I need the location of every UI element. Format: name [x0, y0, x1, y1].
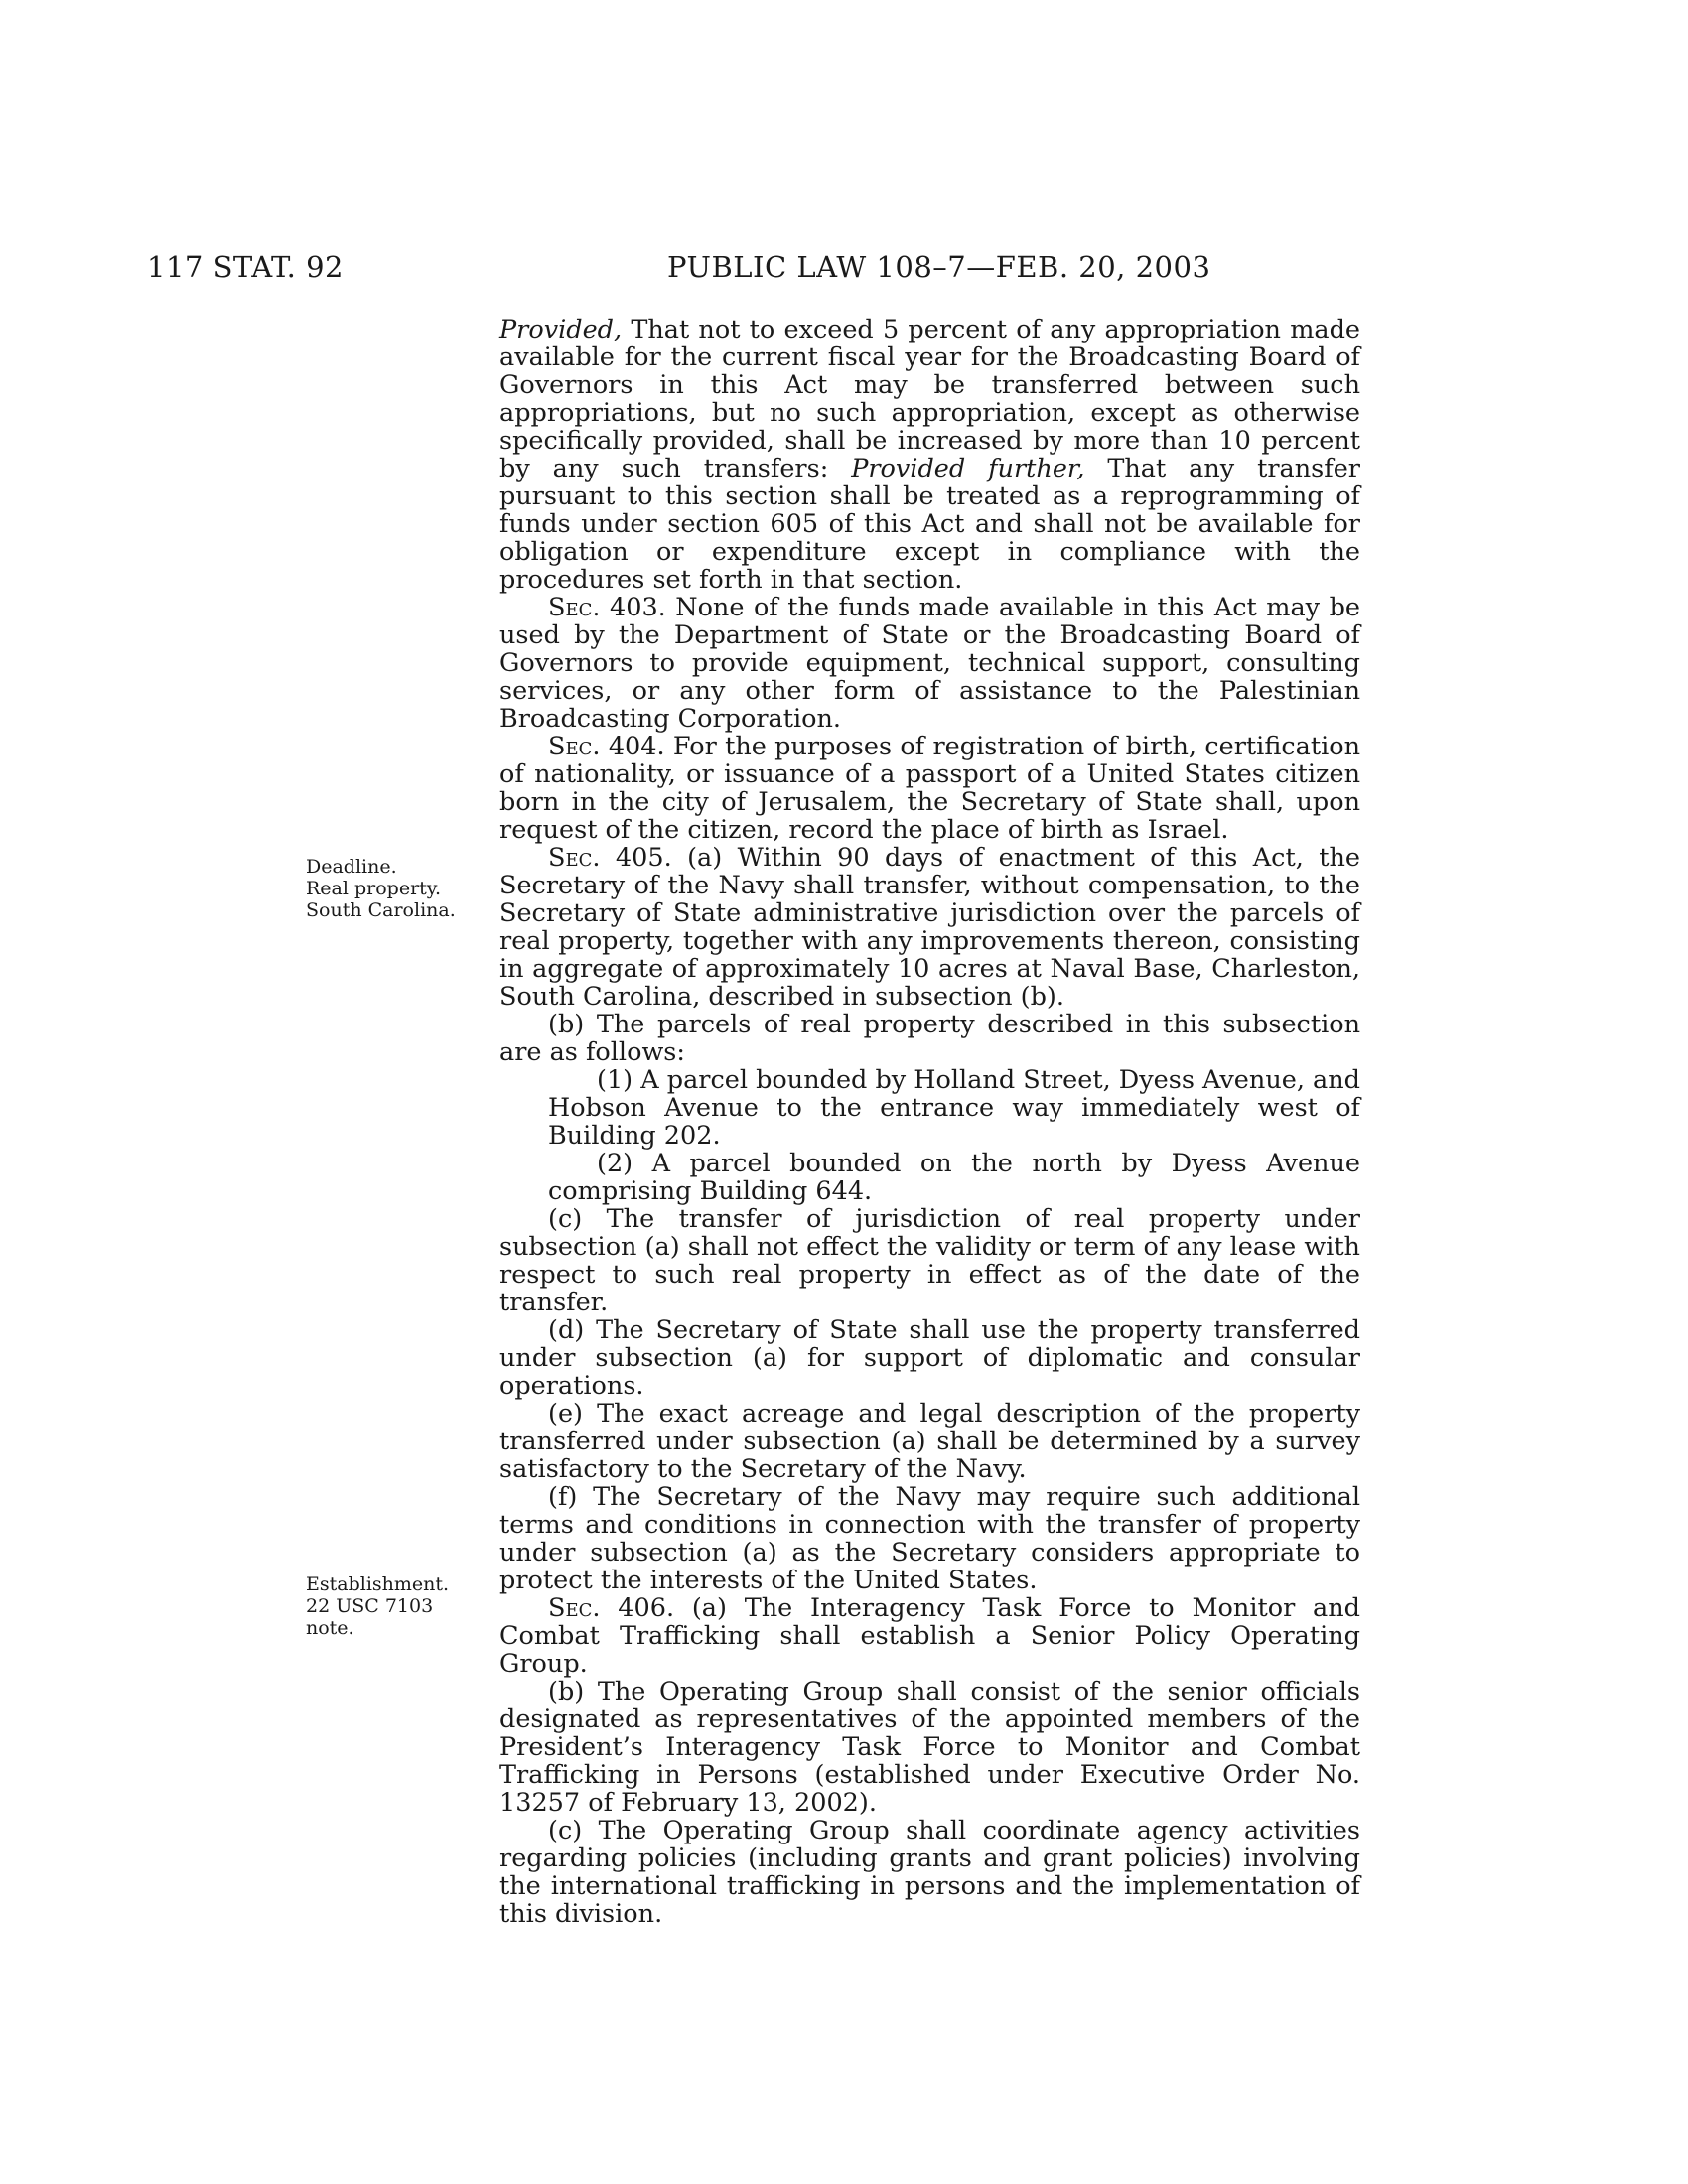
- proviso-further-italic: Provided further,: [851, 454, 1085, 483]
- margin-note-line: Deadline.: [306, 856, 397, 878]
- margin-note-line: Real property.: [306, 878, 442, 899]
- margin-note-line: 22 USC 7103: [306, 1595, 434, 1617]
- section-405-b-2: (2) A parcel bounded on the north by Dyess Avenue comprising Building 644.: [548, 1149, 1360, 1206]
- proviso-further-text: That any transfer pursuant to this section shall be treated as a reprogramming of funds under section 605 of this Act and shall not be available for obligation or expenditure except in compliance with the procedures set forth in that section.: [499, 454, 1360, 595]
- page-title: PUBLIC LAW 108–7—FEB. 20, 2003: [667, 250, 1211, 284]
- section-405-b: (b) The parcels of real property described in this subsection are as follows:: [499, 1010, 1360, 1067]
- body-text: [499, 316, 1360, 1928]
- section-405-a: [499, 844, 1360, 1011]
- margin-note-establishment: [306, 1573, 475, 1639]
- section-405-e: (e) The exact acreage and legal description of the property transferred under subsection (a) shall be determined by a survey satisfactory to the Secretary of the Navy.: [499, 1399, 1360, 1484]
- section-406-a-text: 406. (a) The Interagency Task Force to Monitor and Combat Trafficking shall establish a Senior Policy Operating Group.: [499, 1593, 1360, 1679]
- section-label: Sec.: [548, 593, 601, 622]
- section-406-c: (c) The Operating Group shall coordinate agency activities regarding policies (including grants and grant policies) involving the international trafficking in persons and the implementation of this division.: [499, 1816, 1360, 1929]
- section-405-c: (c) The transfer of jurisdiction of real property under subsection (a) shall not effect the validity or term of any lease with respect to such real property in effect as of the date of the transfer.: [499, 1204, 1360, 1317]
- margin-note-line: note.: [306, 1617, 354, 1639]
- section-label: Sec.: [548, 732, 601, 761]
- proviso-italic: Provided,: [499, 315, 623, 344]
- margin-note-line: South Carolina.: [306, 899, 456, 921]
- section-403: [499, 594, 1360, 733]
- section-405-d: (d) The Secretary of State shall use the property transferred under subsection (a) for support of diplomatic and consular operations.: [499, 1315, 1360, 1401]
- section-405-a-text: 405. (a) Within 90 days of enactment of this Act, the Secretary of the Navy shall transfer, without compensation, to the Secretary of State administrative jurisdiction over the parcels of real property, together with any improvements thereon, consisting in aggregate of approximately 10 acres at Naval Base, Charleston, South Carolina, described in subsection (b).: [499, 843, 1360, 1012]
- section-405-b-1: (1) A parcel bounded by Holland Street, Dyess Avenue, and Hobson Avenue to the entrance way immediately west of Building 202.: [548, 1065, 1360, 1151]
- section-403-text: 403. None of the funds made available in this Act may be used by the Department of State or the Broadcasting Board of Governors to provide equipment, technical support, consulting services, or any other form of assistance to the Palestinian Broadcasting Corporation.: [499, 593, 1360, 734]
- paragraph-proviso: [499, 316, 1360, 594]
- margin-note-deadline: [306, 856, 475, 921]
- section-406-b: (b) The Operating Group shall consist of the senior officials designated as representatives of the appointed members of the President’s Interagency Task Force to Monitor and Combat Trafficking in Persons (established under Executive Order No. 13257 of February 13, 2002).: [499, 1677, 1360, 1818]
- section-404-text: 404. For the purposes of registration of birth, certification of nationality, or issuance of a passport of a United States citizen born in the city of Jerusalem, the Secretary of State shall, upon request of the citizen, record the place of birth as Israel.: [499, 732, 1360, 845]
- section-405-f: (f) The Secretary of the Navy may require such additional terms and conditions in connection with the transfer of property under subsection (a) as the Secretary considers appropriate to protect the interests of the United States.: [499, 1482, 1360, 1595]
- section-label: Sec.: [548, 1593, 601, 1623]
- section-label: Sec.: [548, 843, 601, 873]
- proviso-text: That not to exceed 5 percent of any appropriation made available for the current fiscal year for the Broadcasting Board of Governors in this Act may be transferred between such appropriations, but no such appropriation, except as otherwise specifically provided, shall be increased by more than 10 percent by any such transfers:: [499, 315, 1360, 483]
- margin-note-line: Establishment.: [306, 1573, 450, 1595]
- section-406-a: [499, 1594, 1360, 1678]
- section-404: [499, 733, 1360, 844]
- stat-reference: 117 STAT. 92: [147, 250, 344, 284]
